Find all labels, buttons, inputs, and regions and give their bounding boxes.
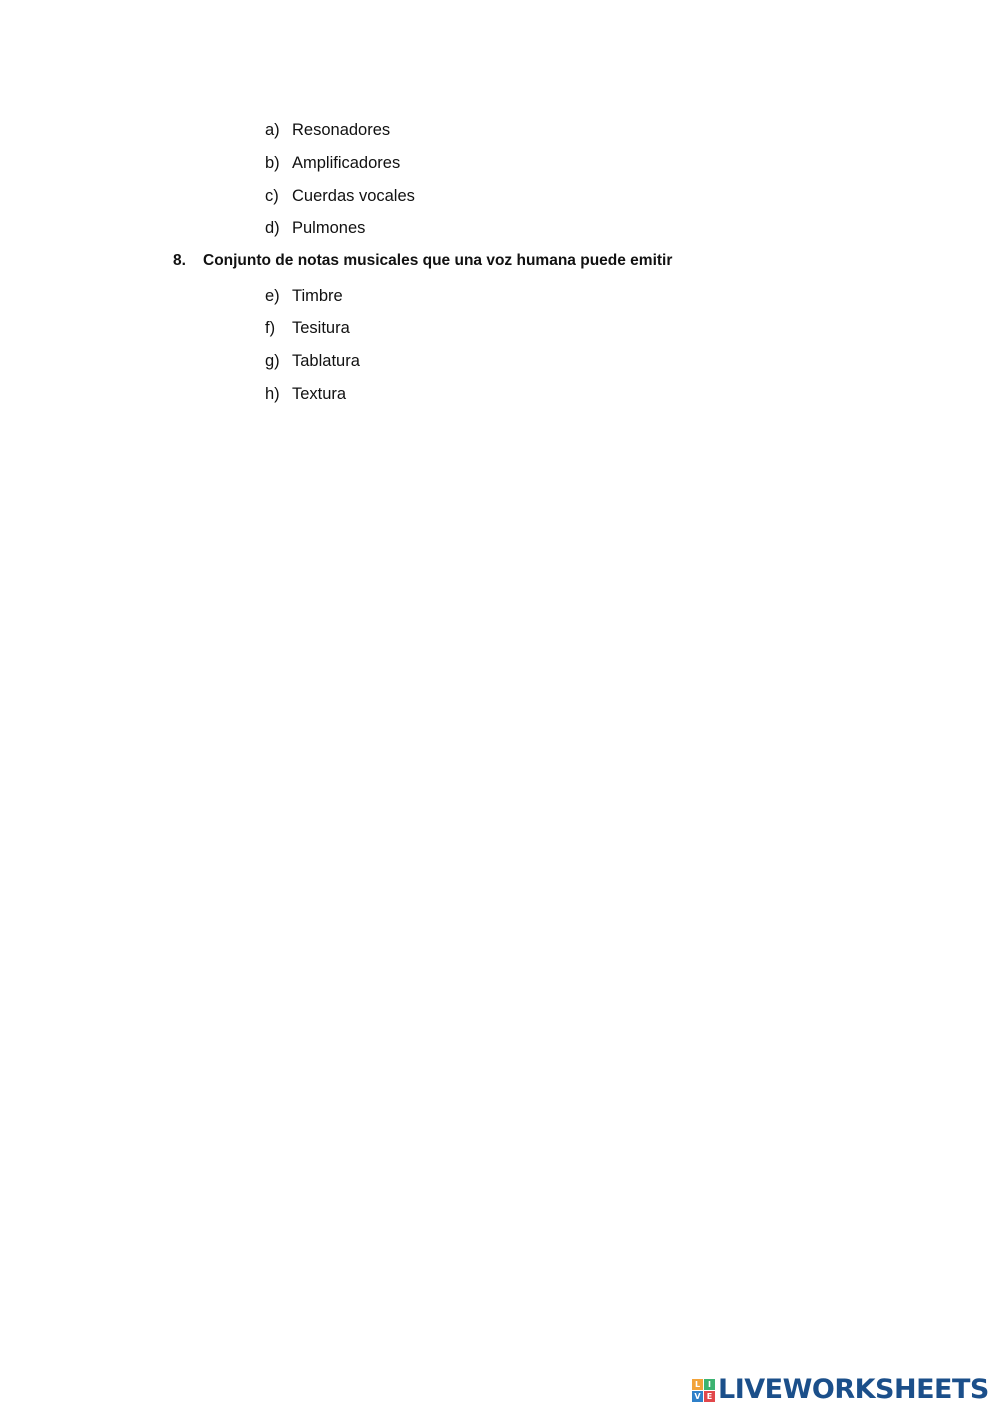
option-letter: a) xyxy=(265,121,280,139)
option-text: Tesitura xyxy=(292,319,350,337)
option-letter: g) xyxy=(265,352,280,370)
question-text: Conjunto de notas musicales que una voz humana puede emitir xyxy=(203,252,673,269)
option-letter: c) xyxy=(265,187,279,205)
option-g[interactable] xyxy=(265,351,360,371)
option-letter: f) xyxy=(265,319,276,337)
question-8 xyxy=(173,251,672,271)
option-letter: b) xyxy=(265,154,280,172)
option-c[interactable] xyxy=(265,186,415,206)
option-letter: e) xyxy=(265,287,280,305)
option-text: Pulmones xyxy=(292,219,366,237)
option-text: Cuerdas vocales xyxy=(292,187,415,205)
option-text: Textura xyxy=(292,385,347,403)
option-e[interactable] xyxy=(265,286,343,306)
question-number: 8. xyxy=(173,252,186,269)
logo-cell: I xyxy=(704,1379,715,1390)
option-d[interactable] xyxy=(265,218,365,238)
option-text: Timbre xyxy=(292,287,343,305)
option-a[interactable] xyxy=(265,120,390,140)
option-b[interactable] xyxy=(265,153,400,173)
option-text: Amplificadores xyxy=(292,154,401,172)
option-f[interactable] xyxy=(265,318,350,338)
logo-cell: E xyxy=(704,1391,715,1402)
option-text: Resonadores xyxy=(292,121,391,139)
option-letter: h) xyxy=(265,385,280,403)
logo-cell: L xyxy=(692,1379,703,1390)
option-h[interactable] xyxy=(265,384,346,404)
watermark-text: LIVEWORKSHEETS xyxy=(718,1374,989,1405)
option-text: Tablatura xyxy=(292,352,360,370)
option-letter: d) xyxy=(265,219,280,237)
liveworksheets-logo-icon xyxy=(692,1379,715,1402)
liveworksheets-watermark xyxy=(692,1374,989,1406)
logo-cell: V xyxy=(692,1391,703,1402)
